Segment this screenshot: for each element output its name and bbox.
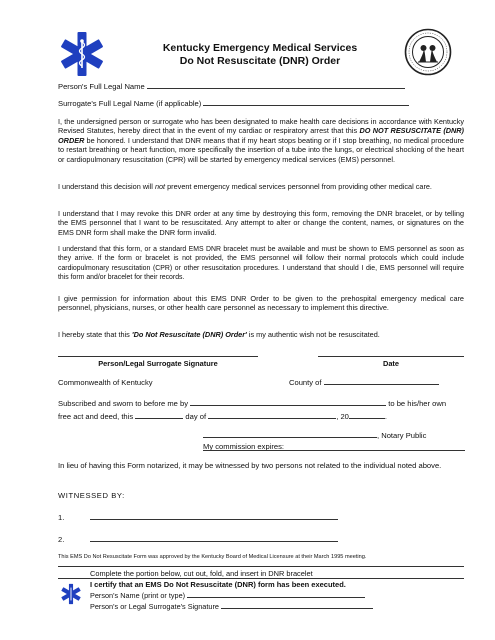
full-name-line[interactable]: [147, 83, 405, 89]
commission-label: My commission expires:: [203, 442, 285, 451]
signature-line[interactable]: [58, 356, 258, 357]
signature-label: Person/Legal Surrogate Signature: [98, 359, 218, 368]
county-line[interactable]: [324, 379, 439, 385]
date-label: Date: [382, 359, 400, 368]
certify-statement: I certify that an EMS Do Not Resuscitate (DNR) form has been executed.: [90, 580, 346, 589]
form-title-line1: Kentucky Emergency Medical Services: [162, 42, 358, 54]
cut-line-middle: [58, 578, 464, 579]
bracelet-signature-label: Person's or Legal Surrogate's Signature: [90, 602, 219, 611]
notary-signature-line[interactable]: [203, 432, 377, 438]
county-label: County of: [289, 378, 322, 387]
paragraph-permission: I give permission for information about this EMS DNR Order to be given to the prehospital emergency medical care personnel, physicians, nurses, or other health care personnel as necessary to implement this directive.: [58, 294, 464, 313]
sworn-name-line[interactable]: [190, 400, 386, 406]
bracelet-name-field: [90, 591, 365, 600]
notary-public-field: [203, 431, 426, 440]
full-name-field: [58, 82, 405, 91]
paragraph-dnr-directive: I, the undersigned person or surrogate who has been designated to make health care decisions in accordance with Kentucky Revised Statutes, hereby direct that in the event of my cardiac or respiratory arrest that this DO NOT RESUSCITATE (DNR) ORDER be honored. I understand that DNR means that if my heart stops beating or if I stop breathing, no medical procedure to restart breathing or heart function, more specifically the insertion of a tube into the lungs, or electrical shocking of the heart or cardiopulmonary resuscitation (CPR) will be started by emergency medical services (EMS) personnel.: [58, 117, 464, 164]
form-title-line2: Do Not Resuscitate (DNR) Order: [179, 55, 341, 67]
paragraph-authentic-wish: I hereby state that this 'Do Not Resuscitate (DNR) Order' is my authentic wish not be resuscitated.: [58, 330, 380, 339]
deed-text-d: .: [384, 412, 388, 421]
deed-day-line[interactable]: [135, 413, 183, 419]
cut-line-top: [58, 566, 464, 567]
paragraph-witness-lieu: In lieu of having this Form notarized, it may be witnessed by two persons not related to the individual noted above.: [58, 461, 442, 470]
full-name-label: Person's Full Legal Name: [58, 82, 145, 91]
date-line[interactable]: [318, 356, 464, 357]
star-of-life-small-icon: [60, 583, 82, 605]
bracelet-name-line[interactable]: [187, 592, 365, 598]
commonwealth-text: Commonwealth of Kentucky: [58, 378, 153, 387]
witnessed-by-heading: WITNESSED BY:: [58, 491, 125, 500]
paragraph-revoke: I understand that I may revoke this DNR order at any time by destroying this form, removing the DNR bracelet, or by telling the EMS personnel that I want to be resuscitated. Any attempt to alter or change the content, names, or signatures on the EMS DNR form shall make the DNR form invalid.: [58, 209, 464, 237]
witness-2-line[interactable]: [90, 541, 338, 542]
deed-year-line[interactable]: [349, 412, 388, 421]
deed-text-c: , 20: [336, 412, 349, 421]
deed-text-a: free act and deed, this: [58, 412, 134, 421]
surrogate-name-field: [58, 99, 409, 108]
paragraph-bracelet: I understand that this form, or a standard EMS DNR bracelet must be available and must be shown to EMS personnel as soon as they arrive. If the form or bracelet is not provided, the EMS personnel will follow their normal protocols which could include cardiopulmonary resuscitation (CPR) or other resuscitation procedures. I understand that should I die, EMS personnel will require this form and/or bracelet for their records.: [58, 246, 464, 282]
witness-1-number: 1.: [58, 513, 65, 522]
sworn-text-b: to be his/her own: [388, 399, 447, 408]
kentucky-seal-icon: [404, 28, 452, 76]
deed-line: [58, 412, 387, 421]
commission-line[interactable]: [203, 450, 465, 451]
bracelet-instructions: Complete the portion below, cut out, fold, and insert in DNR bracelet: [90, 569, 313, 578]
paragraph-other-care: I understand this decision will not prevent emergency medical services personnel from providing other medical care.: [58, 182, 432, 191]
bracelet-signature-line[interactable]: [221, 603, 373, 609]
sworn-line: [58, 399, 446, 408]
surrogate-name-label: Surrogate's Full Legal Name (if applicable): [58, 99, 202, 108]
notary-public-label: , Notary Public: [377, 431, 427, 440]
sworn-text-a: Subscribed and sworn to before me by: [58, 399, 189, 408]
deed-month-line[interactable]: [208, 413, 336, 419]
star-of-life-icon: [58, 30, 106, 78]
bracelet-name-label: Person's Name (print or type): [90, 591, 186, 600]
witness-1-line[interactable]: [90, 519, 338, 520]
bracelet-signature-field: [90, 602, 373, 611]
county-field: [289, 378, 439, 387]
witness-2-number: 2.: [58, 535, 65, 544]
deed-text-b: day of: [185, 412, 207, 421]
surrogate-name-line[interactable]: [203, 100, 409, 106]
approval-note: This EMS Do Not Resuscitate Form was approved by the Kentucky Board of Medical Licensure at their March 1995 meeting.: [58, 554, 367, 560]
